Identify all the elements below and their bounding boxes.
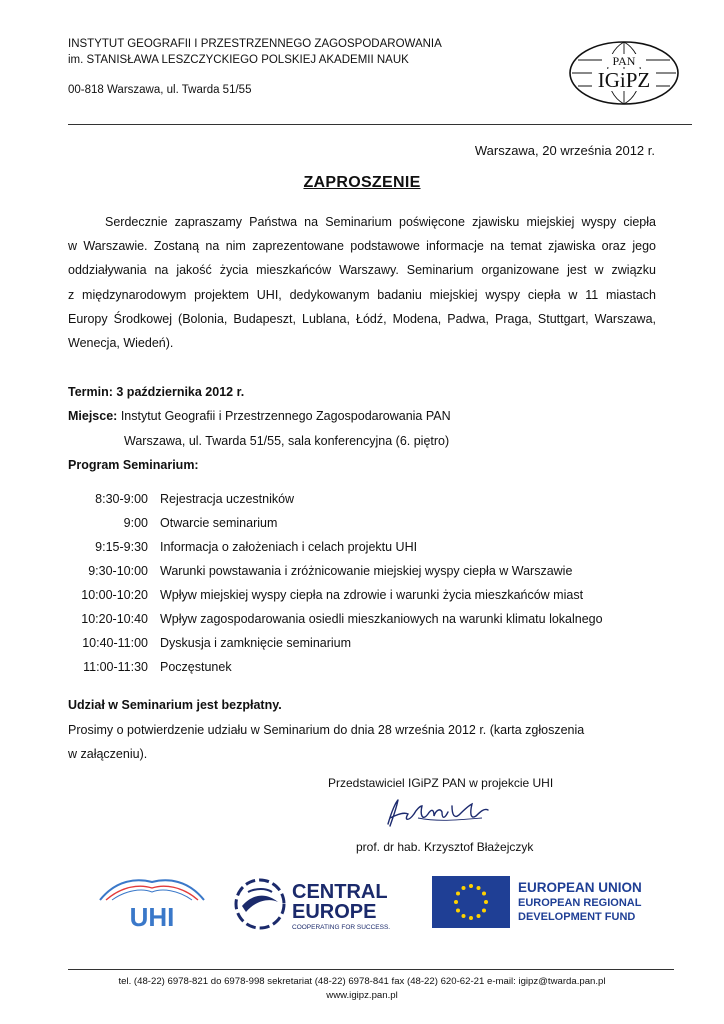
program-item: Dyskusja i zamknięcie seminarium bbox=[160, 636, 352, 650]
logo-pan-text: PAN bbox=[612, 54, 636, 68]
igipz-pan-logo bbox=[568, 40, 680, 106]
footer-divider bbox=[68, 969, 674, 970]
ce-logo-line2: EUROPE bbox=[292, 901, 377, 923]
ce-logo-tagline: COOPERATING FOR SUCCESS. bbox=[292, 924, 391, 931]
program-item: Wpływ miejskiej wyspy ciepła na zdrowie i warunki życia mieszkańców miast bbox=[160, 588, 584, 602]
program-time: 9:15-9:30 bbox=[95, 540, 148, 554]
eu-line3: DEVELOPMENT FUND bbox=[518, 911, 636, 923]
program-row bbox=[68, 583, 603, 607]
program-time: 9:30-10:00 bbox=[88, 564, 148, 578]
program-row bbox=[68, 607, 603, 631]
central-europe-logo bbox=[232, 876, 402, 932]
paragraph-line: Serdecznie zapraszamy Państwa na Seminarium poświęcone zjawisku miejskiej wyspy ciepła bbox=[105, 215, 656, 229]
program-item: Otwarcie seminarium bbox=[160, 516, 278, 530]
eu-line2: EUROPEAN REGIONAL bbox=[518, 897, 642, 909]
paragraph-line: w Warszawie. Zostaną na nim zaprezentowane podstawowe informacje na temat zjawiska oraz jego bbox=[68, 239, 656, 254]
program-row bbox=[68, 631, 603, 655]
institute-address: 00-818 Warszawa, ul. Twarda 51/55 bbox=[68, 84, 252, 96]
confirmation-request: Prosimy o potwierdzenie udziału w Seminarium do dnia 28 września 2012 r. (karta zgłoszenia bbox=[68, 723, 585, 737]
program-time: 11:00-11:30 bbox=[83, 660, 148, 674]
program-item: Poczęstunek bbox=[160, 660, 232, 674]
program-row bbox=[68, 511, 603, 535]
program-item: Informacja o założeniach i celach projektu UHI bbox=[160, 540, 418, 554]
paragraph-line: Europy Środkowej (Bolonia, Budapeszt, Lublana, Łódź, Modena, Padwa, Praga, Stuttgart, Warszawa, bbox=[68, 311, 656, 326]
footer-website: www.igipz.pan.pl bbox=[326, 990, 398, 1001]
paragraph-line: z międzynarodowym projektem UHI, dedykowanym badaniu miejskiej wyspy ciepła w 11 miastach bbox=[68, 287, 656, 302]
program-row bbox=[68, 487, 603, 511]
signatory-name: prof. dr hab. Krzysztof Błażejczyk bbox=[356, 840, 534, 854]
header-divider bbox=[68, 124, 692, 125]
program-time: 9:00 bbox=[123, 516, 148, 530]
eu-line1: EUROPEAN UNION bbox=[518, 880, 642, 895]
institute-name-line1: INSTYTUT GEOGRAFII I PRZESTRZENNEGO ZAGOSPODAROWANIA bbox=[68, 38, 442, 50]
program-item: Wpływ zagospodarowania osiedli mieszkaniowych na warunki klimatu lokalnego bbox=[160, 612, 603, 626]
program-list bbox=[68, 487, 603, 679]
program-time: 10:20-10:40 bbox=[81, 612, 148, 626]
program-time: 10:40-11:00 bbox=[82, 636, 148, 650]
invitation-paragraph bbox=[68, 210, 656, 355]
program-time: 10:00-10:20 bbox=[81, 588, 148, 602]
paragraph-line: Wenecja, Wiedeń). bbox=[68, 336, 174, 351]
location-label: Miejsce: bbox=[68, 409, 118, 423]
institute-name-line2: im. STANISŁAWA LESZCZYCKIEGO POLSKIEJ AKADEMII NAUK bbox=[68, 54, 409, 66]
letter-date: Warszawa, 20 września 2012 r. bbox=[474, 143, 655, 158]
uhi-logo-text: UHI bbox=[129, 902, 175, 932]
ce-logo-line1: CENTRAL bbox=[292, 881, 388, 903]
representative-title: Przedstawiciel IGiPZ PAN w projekcie UHI bbox=[328, 776, 554, 790]
program-row bbox=[68, 559, 603, 583]
event-location bbox=[68, 404, 451, 428]
program-time: 8:30-9:00 bbox=[95, 492, 148, 506]
uhi-logo bbox=[96, 876, 208, 932]
event-date: Termin: 3 października 2012 r. bbox=[68, 385, 245, 399]
program-item: Warunki powstawania i zróżnicowanie miejskiej wyspy ciepła w Warszawie bbox=[160, 564, 573, 578]
handwritten-signature bbox=[378, 796, 498, 832]
program-item: Rejestracja uczestników bbox=[160, 492, 295, 506]
program-row bbox=[68, 655, 603, 679]
location-institute: Instytut Geografii i Przestrzennego Zagospodarowania PAN bbox=[117, 409, 451, 423]
confirmation-request-cont: w załączeniu). bbox=[68, 747, 148, 761]
free-participation-note: Udział w Seminarium jest bezpłatny. bbox=[68, 698, 282, 712]
logo-igipz-text: IGiPZ bbox=[597, 68, 651, 92]
footer-contacts: tel. (48-22) 6978-821 do 6978-998 sekretariat (48-22) 6978-841 fax (48-22) 620-62-21 e-mail: igipz@twarda.pan.pl bbox=[118, 976, 606, 987]
paragraph-line: oddziaływania na jakość życia mieszkańców Warszawy. Seminarium organizowane jest w związku bbox=[68, 263, 656, 278]
eu-fund-text bbox=[518, 880, 642, 924]
program-heading: Program Seminarium: bbox=[68, 458, 199, 472]
program-row bbox=[68, 535, 603, 559]
location-address: Warszawa, ul. Twarda 51/55, sala konferencyjna (6. piętro) bbox=[124, 434, 450, 448]
eu-flag bbox=[432, 876, 510, 928]
letter-title: ZAPROSZENIE bbox=[303, 174, 421, 191]
